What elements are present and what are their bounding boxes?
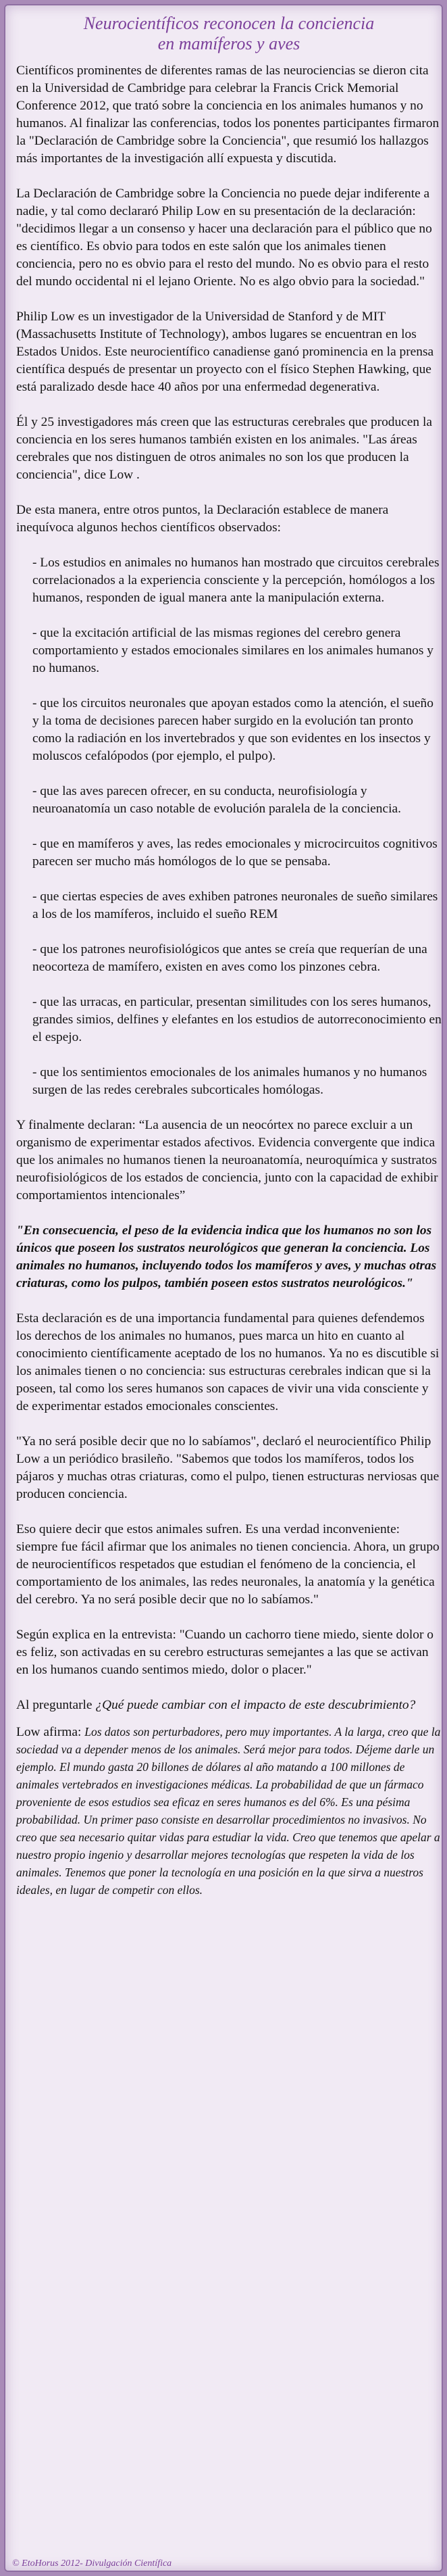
list-item: - que los circuitos neuronales que apoyan estados como la atención, el sueño y la toma de decisiones parecen haber surgido en la evolución tan pronto como la radiación en los invertebrados y que son evidentes en los insectos y moluscos cefalópodos (por ejemplo, el pulpo). [32,696,433,763]
list-item: - que los sentimientos emocionales de los animales humanos y no humanos surgen de las redes cerebrales subcorticales homólogas. [32,1065,427,1097]
answer-prefix: Low afirma: [16,1725,85,1739]
question-prefix: Al preguntarle [16,1698,96,1712]
list-item: - que ciertas especies de aves exhiben patrones neuronales de sueño similares a los de los mamíferos, incluido el sueño REM [32,890,438,921]
paragraph-declaration: La Declaración de Cambridge sobre la Conciencia no puede dejar indiferente a nadie, y tal como declararó Philip Low en su presentación de la declaración: "decidimos llegar a un consenso y hacer una declaración para el público que no es científico. Es obvio para todos en este salón que los animales tienen conciencia, pero no es obvio para el resto del mundo. No es obvio para el resto del mundo occidental ni el lejano Oriente. No es algo obvio para la sociedad." [16,187,432,289]
paragraph-philip-low: Philip Low es un investigador de la Universidad de Stanford y de MIT (Massachusetts Institute of Technology), ambos lugares se encuentran en los Estados Unidos. Este neurocientífico canadiense ganó prominencia en la prensa científica después de presentar un proyecto con el físico Stephen Hawking, que está paralizado desde hace 40 años por una enfermedad degenerativa. [16,310,434,394]
paragraph-interview: Según explica en la entrevista: "Cuando un cachorro tiene miedo, siente dolor o es feliz, son activadas en su cerebro estructuras semejantes a las que se activan en los humanos cuando sentimos miedo, dolor o placer." [16,1628,433,1677]
answer-text: Los datos son perturbadores, pero muy importantes. A la larga, creo que la sociedad va a depender menos de los animales. Será mejor para todos. Déjeme darle un ejemplo. El mundo gasta 20 billones de dólares al año matando a 100 millones de animales vertebrados en investigaciones médicas. La probabilidad de que un fármaco proveniente de esos estudios sea eficaz en seres humanos es del 6%. Es una pésima probabilidad. Un primer paso consiste en desarrollar procedimientos no invasivos. No creo que sea necesario quitar vidas para estudiar la vida. Creo que tenemos que apelar a nuestro propio ingenio y desarrollar mejores tecnologías que respeten la vida de los animales. Tenemos que poner la tecnología en una posición en la que sirva a nuestros ideales, en lugar de competir con ellos. [16,1725,441,1897]
page-title [16,14,442,54]
list-item: - que los patrones neurofisiológicos que antes se creía que requerían de una neocorteza de mamífero, existen en aves como los pinzones cebra. [32,942,427,974]
paragraph-suffering: Eso quiere decir que estos animales sufren. Es una verdad inconveniente: siempre fue fácil afirmar que los animales no tienen conciencia. Ahora, un grupo de neurocientíficos respetados que estudian el fenómeno de la conciencia, el comportamiento de los animales, las redes neuronales, la anatomía y la genética del cerebro. Ya no será posible decir que no lo sabíamos." [16,1522,440,1607]
paragraph-key-quote: "En consecuencia, el peso de la evidencia indica que los humanos no son los únicos que poseen los sustratos neurológicos que generan la conciencia. Los animales no humanos, incluyendo todos los mamíferos y aves, y muchas otras criaturas, como los pulpos, también poseen estos sustratos neurológicos." [16,1223,437,1290]
paragraph-importance: Esta declaración es de una importancia fundamental para quienes defendemos los derechos de los animales no humanos, pues marca un hito en cuanto al conocimiento científicamente aceptado de los no humanos. Ya no es discutible si los animales tienen o no conciencia: sus estructuras cerebrales indican que si la poseen, tal como los seres humanos son capaces de vivir una vida consciente y de experimentar estados emocionales conscientes. [16,1311,440,1413]
article-frame [4,4,443,2572]
list-item: - Los estudios en animales no humanos han mostrado que circuitos cerebrales correlacionados a la experiencia consciente y la percepción, homólogos a los humanos, responden de igual manera ante la manipulación externa. [32,556,440,605]
title-line-1: Neurocientíficos reconocen la conciencia [83,14,375,33]
list-item: - que las aves parecen ofrecer, en su conducta, neurofisiología y neuroanatomía un caso notable de evolución paralela de la conciencia. [32,784,401,816]
list-item: - que en mamíferos y aves, las redes emocionales y microcircuitos cognitivos parecen ser mucho más homólogos de lo que se pensaba. [32,837,438,869]
paragraph-low-quote: "Ya no será posible decir que no lo sabíamos", declaró el neurocientífico Philip Low a un periódico brasileño. "Sabemos que todos los mamíferos, todos los pájaros y muchas otras criaturas, como el pulpo, tienen estructuras nerviosas que producen conciencia. [16,1434,440,1501]
paragraph-intro: Científicos prominentes de diferentes ramas de las neurociencias se dieron cita en la Universidad de Cambridge para celebrar la Francis Crick Memorial Conference 2012, que trató sobre la conciencia en los animales humanos y no humanos. Al finalizar las conferencias, todos los ponentes participantes firmaron la "Declaración de Cambridge sobre la Conciencia", que resumió los hallazgos más importantes de la investigación allí expuesta y discutida. [16,64,440,166]
question-text: ¿Qué puede cambiar con el impacto de este descubrimiento? [95,1698,416,1712]
paragraph-final-declaration: Y finalmente declaran: “La ausencia de un neocórtex no parece excluir a un organismo de experimentar estados afectivos. Evidencia convergente que indica que los animales no humanos tienen la neuroanatomía, neuroquímica y sustratos neurofisiológicos de los estados de conciencia, junto con la capacidad de exhibir comportamientos intencionales” [16,1118,438,1202]
list-item: - que la excitación artificial de las mismas regiones del cerebro genera comportamiento y estados emocionales similares en los animales humanos y no humanos. [32,626,433,675]
title-line-2: en mamíferos y aves [157,34,300,53]
article-content [16,11,442,1909]
paragraph-question [16,1697,442,1714]
footer-copyright: © EtoHorus 2012- Divulgación Científica [12,2558,172,2569]
paragraph-answer [16,1724,442,1899]
paragraph-facts-intro: De esta manera, entre otros puntos, la Declaración establece de manera inequívoca algunos hechos científicos observados: [16,503,389,535]
list-item: - que las urracas, en particular, presentan similitudes con los seres humanos, grandes simios, delfines y elefantes en los estudios de autorreconocimiento en el espejo. [32,995,442,1044]
paragraph-researchers: Él y 25 investigadores más creen que las estructuras cerebrales que producen la conciencia en los seres humanos también existen en los animales. "Las áreas cerebrales que nos distinguen de otros animales no son los que producen la conciencia", dice Low . [16,415,432,482]
